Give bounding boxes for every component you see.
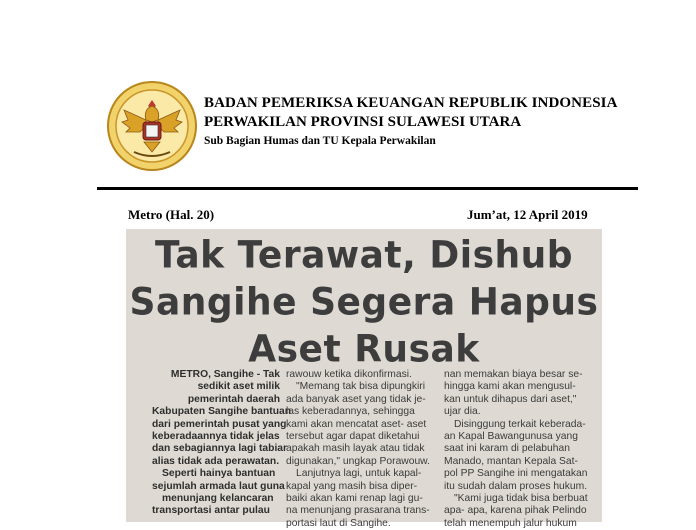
org-name-line: BADAN PEMERIKSA KEUANGAN REPUBLIK INDONESIA: [204, 95, 618, 111]
article-line: "Kami juga tidak bisa berbuat: [454, 493, 588, 505]
org-subdivision-line: Sub Bagian Humas dan TU Kepala Perwakilan: [204, 135, 436, 147]
source-label: Metro (Hal. 20): [128, 207, 215, 222]
article-line: dan sebagiannya lagi tabiar: [152, 443, 288, 455]
article-line: keberadaannya tidak jelas: [152, 431, 280, 443]
article-line: dari pemerintah pusat yang: [152, 418, 287, 430]
article-line: an Kapal Bawangunusa yang: [444, 431, 578, 443]
article-line: tersebut agar dapat diketahui: [286, 431, 420, 443]
article-line: nan memakan biaya besar se-: [444, 369, 583, 380]
headline-line: Tak Terawat, Dishub: [154, 233, 574, 278]
article-line: rawouw ketika dikonfirmasi.: [286, 369, 412, 380]
article-line: ujar dia.: [444, 406, 481, 418]
article-line: kapal yang masih bisa diper-: [286, 480, 418, 492]
article-column-2: [286, 369, 436, 530]
article-line: Seperti hainya bantuan: [162, 468, 276, 480]
article-line: Kabupaten Sangihe bantuan: [152, 406, 292, 418]
article-line: ada banyak aset yang tidak je-: [286, 393, 426, 405]
header-divider: [97, 187, 638, 190]
headline-line: Aset Rusak: [248, 327, 480, 372]
article-line: kan untuk dihapus dari aset,": [444, 393, 577, 405]
article-line: saat ini karam di pelabuhan: [444, 443, 570, 455]
article-line: apakah masih layak atau tidak: [286, 443, 425, 455]
article-line: na menunjang prasarana trans-: [286, 505, 430, 517]
garuda-emblem-logo: [106, 80, 198, 172]
headline-line: Sangihe Segera Hapus: [129, 280, 599, 325]
article-line: portasi laut di Sangihe.: [286, 517, 391, 529]
article-line: sejumlah armada laut guna: [152, 480, 285, 492]
article-line: Lanjutnya lagi, untuk kapal-: [296, 468, 422, 480]
article-line: pemerintah daerah: [187, 393, 280, 405]
article-column-1: [152, 369, 292, 518]
org-branch-line: PERWAKILAN PROVINSI SULAWESI UTARA: [204, 114, 522, 130]
article-line: kami akan mencatat aset- aset: [286, 418, 427, 430]
article-line: transportasi antar pulau: [152, 505, 270, 517]
article-line: las keberadannya, sehingga: [286, 406, 415, 418]
article-line: baiki akan kami renap lagi gu-: [286, 493, 423, 505]
article-line: digunakan," ungkap Porawouw.: [286, 455, 430, 467]
date-label: Jum’at, 12 April 2019: [467, 207, 588, 222]
article-line: pol PP Sangihe ini mengatakan: [444, 468, 588, 480]
article-line: alias tidak ada perawatan.: [152, 455, 280, 467]
article-line: METRO, Sangihe - Tak: [170, 369, 280, 380]
article-line: Manado, mantan Kepala Sat-: [444, 455, 578, 467]
article-line: Disinggung terkait keberada-: [454, 418, 586, 430]
article-line: apa- apa, karena pihak Pelindo: [444, 505, 587, 517]
article-line: menunjang kelancaran: [162, 493, 274, 505]
article-column-3: [444, 369, 600, 530]
article-line: "Memang tak bisa dipungkiri: [296, 381, 425, 393]
newspaper-clipping: [126, 229, 602, 529]
article-line: sedikit aset milik: [197, 381, 280, 393]
article-line: hingga kami akan mengusul-: [444, 381, 576, 393]
article-line: telah menempuh jalur hukum: [444, 517, 577, 529]
article-line: itu sudah dalam proses hukum.: [444, 480, 588, 492]
